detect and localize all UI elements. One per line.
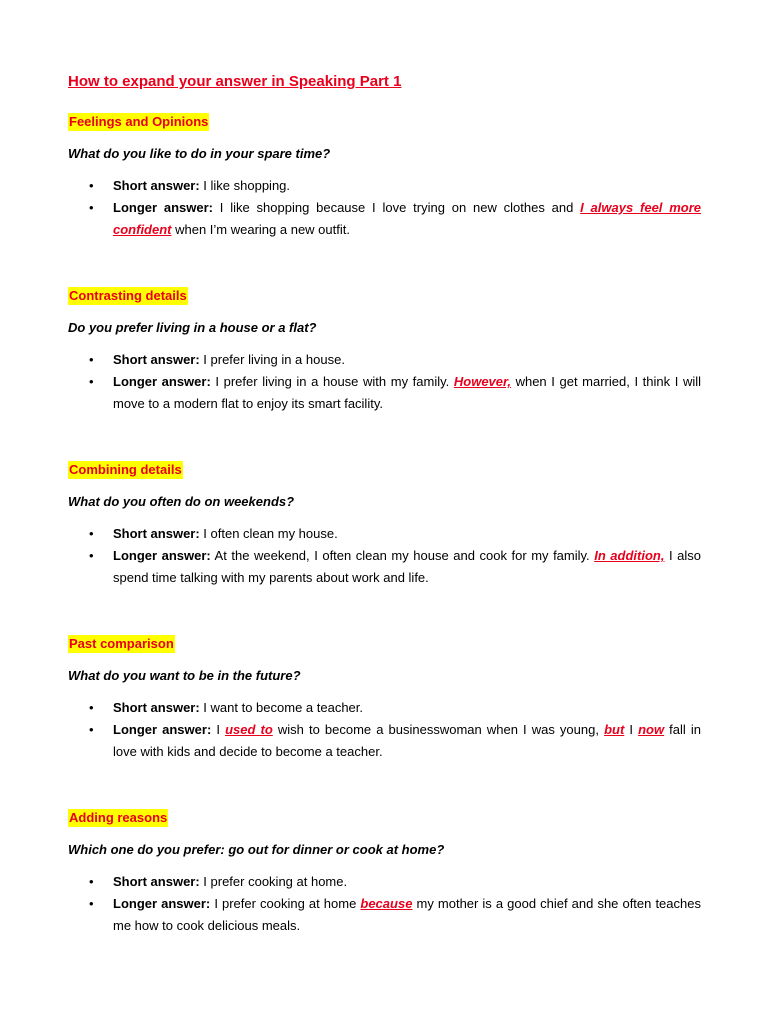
short-answer-text: I like shopping. (199, 178, 291, 193)
question: What do you like to do in your spare time? (68, 146, 331, 161)
short-answer-label: Short answer: (113, 700, 200, 715)
longer-answer-item (68, 545, 701, 589)
section-heading: Combining details (69, 462, 182, 477)
question: Do you prefer living in a house or a flat? (68, 320, 317, 335)
answer-list (68, 349, 701, 415)
section (68, 113, 701, 241)
answer-list (68, 175, 701, 241)
highlighted-phrase: In addition, (594, 548, 665, 563)
longer-answer-text: I prefer living in a house with my family. (210, 374, 454, 389)
short-answer-text: I often clean my house. (199, 526, 338, 541)
question: What do you want to be in the future? (68, 668, 301, 683)
longer-answer-text: wish to become a businesswoman when I was young, (272, 722, 605, 737)
bullet-icon: • (89, 526, 94, 541)
longer-answer-text: when I’m wearing a new outfit. (171, 222, 350, 237)
section (68, 461, 701, 589)
question: Which one do you prefer: go out for dinner or cook at home? (68, 842, 445, 857)
short-answer-item (68, 697, 701, 719)
highlighted-phrase: However, (453, 374, 511, 389)
highlighted-phrase: but (604, 722, 625, 737)
longer-answer-text: At the weekend, I often clean my house and cook for my family. (210, 548, 595, 563)
longer-answer-text: I also spend time talking with my parents about work and life. (113, 548, 702, 585)
section-heading: Past comparison (69, 636, 174, 651)
short-answer-label: Short answer: (113, 352, 200, 367)
section (68, 809, 701, 937)
bullet-icon: • (89, 874, 94, 889)
highlighted-phrase: used to (225, 722, 273, 737)
short-answer-text: I prefer cooking at home. (199, 874, 348, 889)
document-title: How to expand your answer in Speaking Part 1 (68, 73, 402, 90)
longer-answer-text: I like shopping because I love trying on new clothes and (213, 200, 581, 215)
short-answer-item (68, 871, 701, 893)
short-answer-item (68, 175, 701, 197)
longer-answer-label: Longer answer: (113, 200, 213, 215)
longer-answer-item (68, 893, 701, 937)
short-answer-text: I prefer living in a house. (199, 352, 345, 367)
short-answer-label: Short answer: (113, 874, 200, 889)
longer-answer-text: my mother is a good chief and she often teaches me how to cook delicious meals. (113, 896, 701, 933)
answer-list (68, 871, 701, 937)
longer-answer-label: Longer answer: (113, 548, 211, 563)
longer-answer-label: Longer answer: (113, 896, 211, 911)
longer-answer-label: Longer answer: (113, 722, 212, 737)
bullet-icon: • (89, 722, 94, 737)
short-answer-item (68, 523, 701, 545)
highlighted-phrase: I always feel more confident (113, 200, 702, 237)
longer-answer-text: when I get married, I think I will move to a modern flat to enjoy its smart facility. (113, 374, 701, 411)
bullet-icon: • (89, 548, 94, 563)
section-heading: Adding reasons (69, 810, 168, 825)
answer-list (68, 523, 701, 589)
short-answer-label: Short answer: (113, 526, 200, 541)
section (68, 287, 701, 415)
section (68, 635, 701, 763)
highlighted-phrase: because (360, 896, 413, 911)
longer-answer-text: fall in love with kids and decide to become a teacher. (113, 722, 701, 759)
bullet-icon: • (89, 896, 94, 911)
longer-answer-item (68, 197, 701, 241)
longer-answer-text: I (211, 722, 226, 737)
highlighted-phrase: now (638, 722, 665, 737)
bullet-icon: • (89, 700, 94, 715)
longer-answer-text: I prefer cooking at home (210, 896, 361, 911)
short-answer-text: I want to become a teacher. (199, 700, 364, 715)
bullet-icon: • (89, 352, 94, 367)
bullet-icon: • (89, 374, 94, 389)
short-answer-label: Short answer: (113, 178, 200, 193)
longer-answer-item (68, 371, 701, 415)
longer-answer-label: Longer answer: (113, 374, 211, 389)
question: What do you often do on weekends? (68, 494, 295, 509)
longer-answer-text: I (624, 722, 639, 737)
section-heading: Contrasting details (69, 288, 187, 303)
answer-list (68, 697, 701, 763)
document-page (68, 71, 702, 933)
short-answer-item (68, 349, 701, 371)
bullet-icon: • (89, 200, 94, 215)
section-heading: Feelings and Opinions (69, 114, 209, 129)
bullet-icon: • (89, 178, 94, 193)
longer-answer-item (68, 719, 701, 763)
